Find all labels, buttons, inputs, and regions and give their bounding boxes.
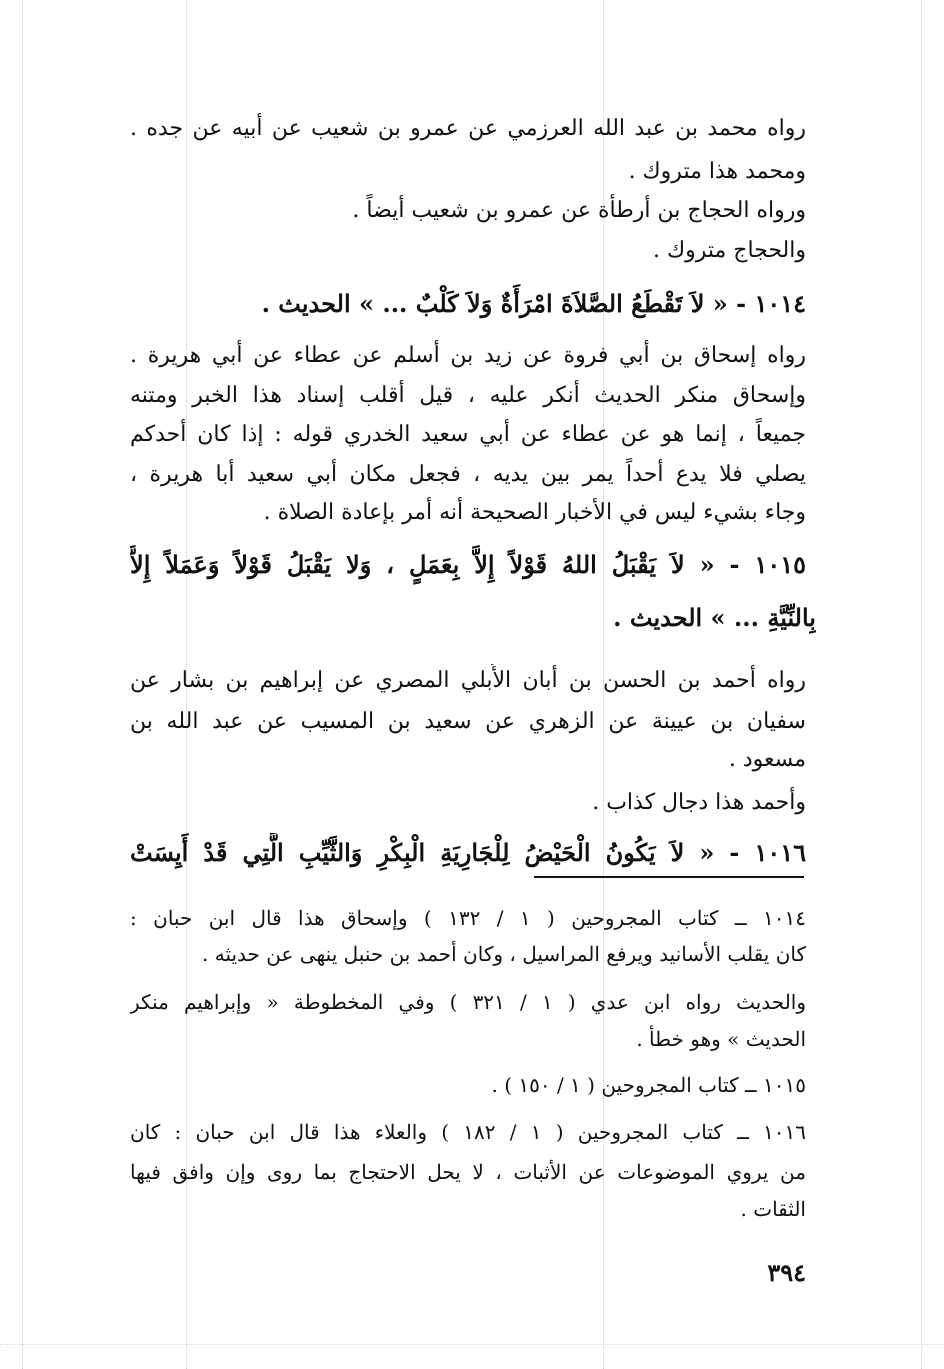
- footnote-line: والحديث رواه ابن عدي ( ١ / ٣٢١ ) وفي المخطوطة « وإبراهيم منكر: [130, 990, 806, 1014]
- footnote-line: كان يقلب الأسانيد ويرفع المراسيل ، وكان أحمد بن حنبل ينهى عن حديثه .: [202, 942, 806, 966]
- body-line: مسعود .: [728, 747, 806, 772]
- footnote-line: من يروي الموضوعات عن الأثبات ، لا يحل الاحتجاج بما روى وإن وافق فيها: [130, 1160, 806, 1184]
- body-line: ورواه الحجاج بن أرطأة عن عمرو بن شعيب أيضاً .: [352, 198, 806, 223]
- body-line: وإسحاق منكر الحديث أنكر عليه ، قيل أقلب إسناد هذا الخبر ومتنه: [130, 383, 806, 408]
- body-line: وأحمد هذا دجال كذاب .: [592, 790, 806, 815]
- footnote-line: ١٠١٦ ــ كتاب المجروحين ( ١ / ١٨٢ ) والعلاء هذا قال ابن حبان : كان: [130, 1120, 806, 1144]
- footnote-separator: [534, 876, 804, 878]
- hadith-heading-1016: ١٠١٦ - « لاَ يَكُونُ الْحَيْضُ لِلْجَارِيَةِ الْبِكْرِ وَالثَّيِّبِ الَّتِي قَدْ أَيِسَتْ: [130, 838, 806, 867]
- body-line: يصلي فلا يدع أحداً يمر بين يديه ، فجعل مكان أبي سعيد أبا هريرة ،: [130, 462, 806, 487]
- hadith-heading-1015-cont: بِالنِّيَّةِ ... » الحديث .: [613, 603, 816, 632]
- hadith-heading-1014: ١٠١٤ - « لاَ تَقْطَعُ الصَّلاَةَ امْرَأَةٌ وَلاَ كَلْبٌ ... » الحديث .: [261, 289, 806, 318]
- footnote-line: الثقات .: [740, 1197, 806, 1221]
- footnote-line: الحديث » وهو خطأ .: [636, 1027, 806, 1051]
- scan-guide: [22, 0, 23, 1369]
- body-line: رواه محمد بن عبد الله العرزمي عن عمرو بن شعيب عن أبيه عن جده .: [130, 116, 806, 141]
- body-line: ومحمد هذا متروك .: [628, 159, 806, 184]
- scan-guide: [921, 0, 922, 1369]
- hadith-heading-1015: ١٠١٥ - « لاَ يَقْبَلُ اللهُ قَوْلاً إِلاَّ بِعَمَلٍ ، وَلا يَقْبَلُ قَوْلاً وَعَمَلاً إِلاَّ: [130, 550, 806, 579]
- body-line: وجاء بشيء ليس في الأخبار الصحيحة أنه أمر بإعادة الصلاة .: [263, 500, 806, 525]
- body-line: رواه إسحاق بن أبي فروة عن زيد بن أسلم عن عطاء عن أبي هريرة .: [130, 343, 806, 368]
- footnote-line: ١٠١٥ ــ كتاب المجروحين ( ١ / ١٥٠ ) .: [491, 1073, 806, 1097]
- body-line: والحجاج متروك .: [652, 238, 806, 263]
- body-line: جميعاً ، إنما هو عن عطاء عن أبي سعيد الخدري قوله : إذا كان أحدكم: [130, 422, 806, 447]
- page-number: ٣٩٤: [767, 1258, 806, 1287]
- body-line: رواه أحمد بن الحسن بن أبان الأُبلي المصري عن إبراهيم بن بشار عن: [130, 668, 806, 693]
- footnote-line: ١٠١٤ ــ كتاب المجروحين ( ١ / ١٣٢ ) وإسحاق هذا قال ابن حبان :: [130, 906, 806, 930]
- body-line: سفيان بن عيينة عن الزهري عن سعيد بن المسيب عن عبد الله بن: [130, 709, 806, 734]
- scan-guide: [0, 1344, 944, 1345]
